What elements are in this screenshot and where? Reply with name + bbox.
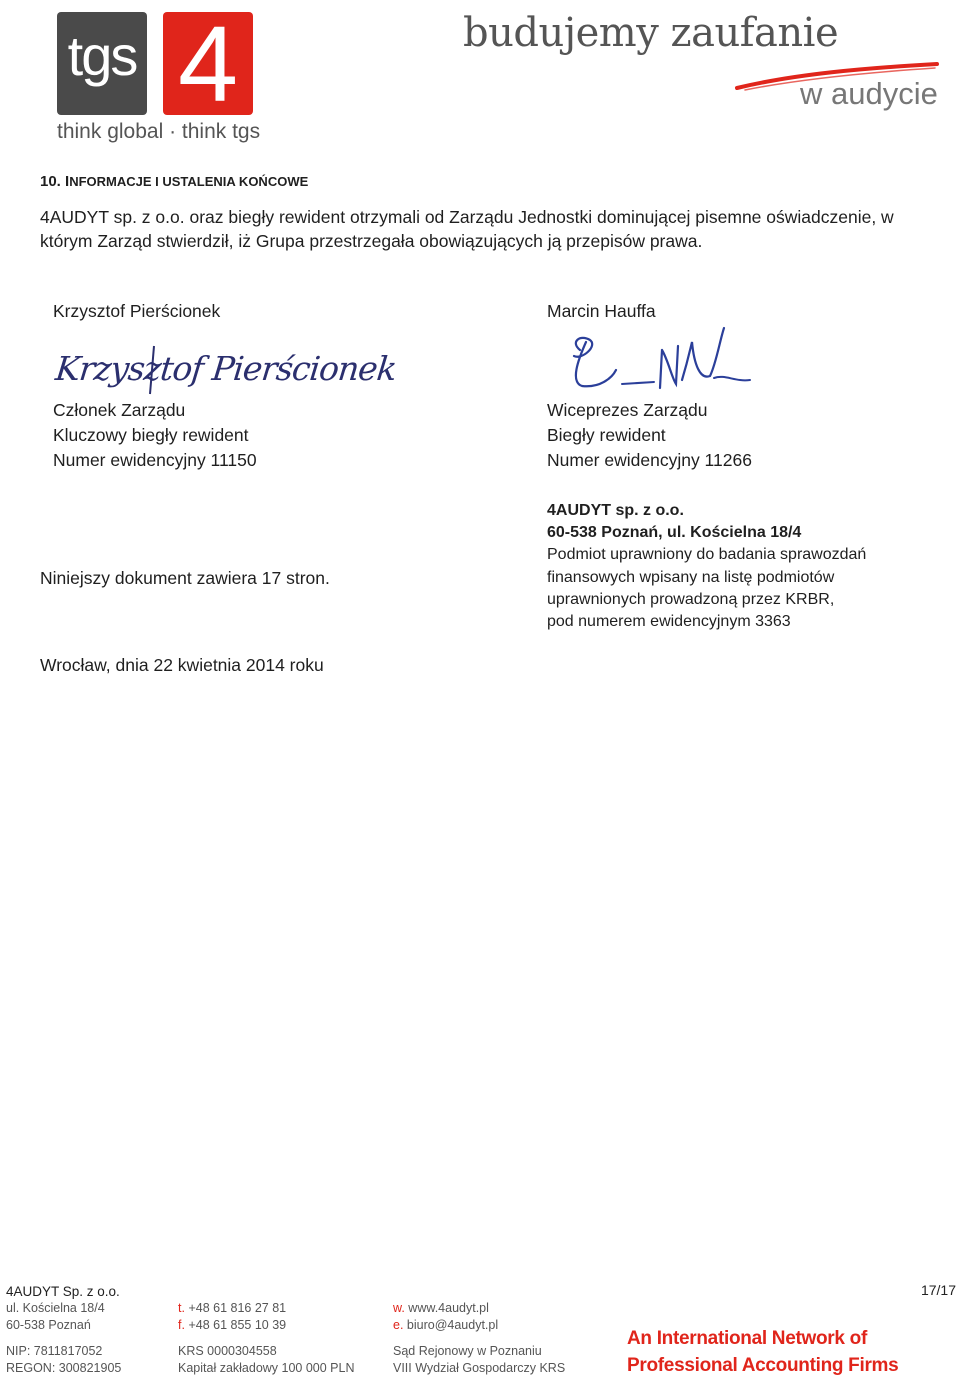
footer-ids-block — [6, 1343, 121, 1377]
logo-number: 4 — [177, 3, 239, 124]
page-number: 17/17 — [920, 1282, 956, 1298]
footer-court-block — [393, 1343, 565, 1377]
right-signatory-title: Biegły rewident — [547, 425, 666, 445]
phone-label: t. — [178, 1301, 185, 1315]
firm-line-2: finansowych wpisany na listę podmiotów — [547, 568, 835, 586]
left-signatory-name: Krzysztof Pierścionek — [53, 301, 221, 321]
closing-paragraph: 4AUDYT sp. z o.o. oraz biegły rewident otrzymali od Zarządu Jednostki dominującej pisemne oświadczenie, w którym Zarząd stwierdził, iż Grupa przestrzegała obowiązujących ją przepisów prawa. — [40, 207, 894, 251]
network-tagline — [627, 1325, 898, 1379]
footer-street: ul. Kościelna 18/4 — [6, 1301, 105, 1315]
section-number: 10. — [40, 173, 61, 190]
right-signatory-reg: Numer ewidencyjny 11266 — [547, 450, 752, 470]
footer-nip: NIP: 7811817052 — [6, 1344, 103, 1358]
footer-phone: +48 61 816 27 81 — [188, 1301, 287, 1315]
footer-email[interactable]: biuro@4audyt.pl — [406, 1318, 499, 1332]
logo-tagline: think global · think tgs — [57, 120, 261, 143]
right-signatory-name: Marcin Hauffa — [547, 301, 656, 321]
right-signature — [560, 320, 755, 395]
footer-court-2: VIII Wydział Gospodarczy KRS — [393, 1361, 566, 1375]
footer-company-block — [6, 1283, 120, 1334]
logo-word: tgs — [67, 24, 137, 87]
footer-company: 4AUDYT Sp. z o.o. — [6, 1284, 120, 1299]
section-title — [40, 173, 308, 190]
firm-block — [547, 500, 866, 633]
section-title-initial: I — [65, 173, 70, 190]
tgs-logo-block — [57, 12, 147, 115]
footer-fax: +48 61 855 10 39 — [188, 1318, 287, 1332]
firm-line-4: pod numerem ewidencyjnym 3363 — [547, 613, 791, 631]
section-title-rest: NFORMACJE I USTALENIA KOŃCOWE — [69, 174, 309, 189]
slogan-sub: w audycie — [800, 76, 938, 111]
left-signatory-title: Kluczowy biegły rewident — [53, 425, 249, 445]
footer-contact-block — [178, 1300, 286, 1334]
left-signatory-reg: Numer ewidencyjny 11150 — [53, 450, 257, 470]
network-line-1: An International Network of — [627, 1328, 867, 1349]
footer-capital: Kapitał zakładowy 100 000 PLN — [178, 1361, 355, 1375]
firm-name: 4AUDYT sp. z o.o. — [547, 502, 684, 519]
footer-krs: KRS 0000304558 — [178, 1344, 277, 1358]
four-logo-block — [163, 3, 253, 124]
pages-note: Niniejszy dokument zawiera 17 stron. — [40, 568, 330, 588]
slogan-main: budujemy zaufanie — [463, 10, 839, 56]
footer-city: 60-538 Poznań — [6, 1318, 91, 1332]
fax-label: f. — [178, 1318, 185, 1332]
footer-krs-block — [178, 1343, 355, 1377]
left-signature-text: Krzysztof Pierścionek — [53, 349, 398, 388]
firm-line-3: uprawnionych prowadzoną przez KRBR, — [547, 590, 835, 608]
left-signature — [53, 328, 398, 400]
footer-web-block — [393, 1300, 498, 1334]
footer-web[interactable]: www.4audyt.pl — [408, 1301, 489, 1315]
web-label: w. — [393, 1301, 405, 1315]
footer-court-1: Sąd Rejonowy w Poznaniu — [393, 1344, 542, 1358]
footer-regon: REGON: 300821905 — [6, 1361, 122, 1375]
place-date: Wrocław, dnia 22 kwietnia 2014 roku — [40, 655, 324, 675]
email-label: e. — [393, 1318, 404, 1332]
left-signatory-role: Członek Zarządu — [53, 400, 186, 420]
firm-line-1: Podmiot uprawniony do badania sprawozdań — [547, 546, 867, 564]
right-signatory-role: Wiceprezes Zarządu — [547, 400, 708, 420]
network-line-2: Professional Accounting Firms — [627, 1355, 899, 1376]
firm-address: 60-538 Poznań, ul. Kościelna 18/4 — [547, 524, 802, 542]
